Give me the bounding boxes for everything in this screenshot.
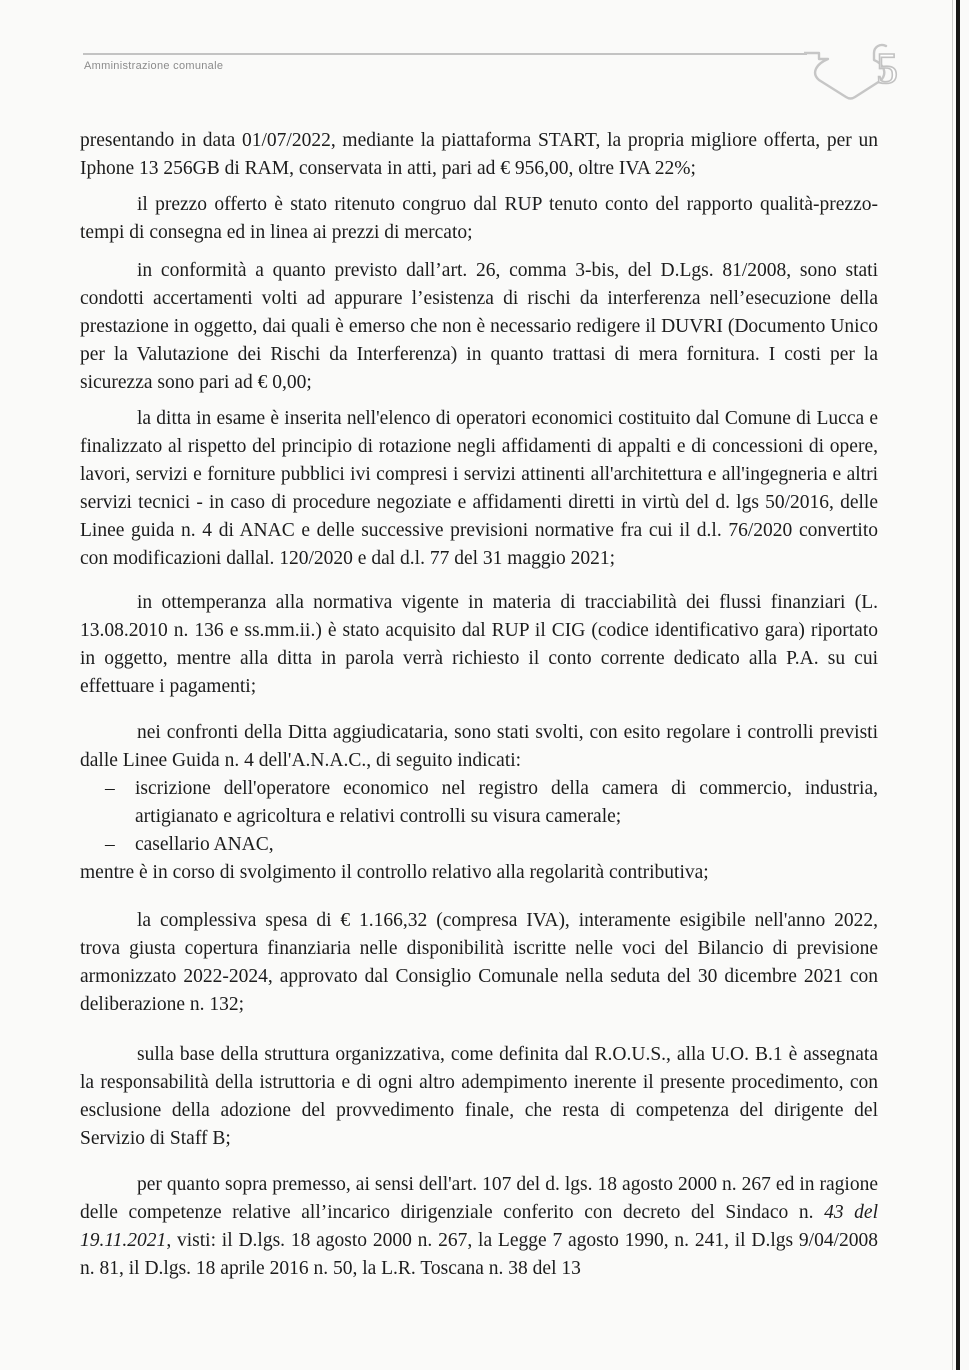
paragraph-organization: sulla base della struttura organizzativa, come definita dal R.O.U.S., alla U.O. B.1 è assegnata la responsabilità della istruttoria e di ogni altro adempimento inerente il presente procedimento, con esclusione della adozione del provvedimento finale, che resta di competenza del dirigente del Servizio di Staff B; <box>80 1044 878 1149</box>
page-number: 5 <box>876 44 898 93</box>
document-body <box>80 127 878 1283</box>
page-curl-icon <box>804 40 954 106</box>
paragraph-controls-intro: nei confronti della Ditta aggiudicataria, sono stati svolti, con esito regolare i controlli previsti dalle Linee Guida n. 4 dell'A.N.A.C., di seguito indicati: <box>80 722 878 771</box>
list-item-label: iscrizione dell'operatore economico nel registro della camera di commercio, industria, artigianato e agricoltura e relativi controlli su visura camerale; <box>135 778 878 827</box>
legal-basis-after: , visti: il D.lgs. 18 agosto 2000 n. 267, la Legge 7 agosto 1990, n. 241, il D.lgs 9/04/2008 n. 81, il D.lgs. 18 aprile 2016 n. 50, la L.R. Toscana n. 38 del 13 <box>80 1230 878 1279</box>
legal-basis-before: per quanto sopra premesso, ai sensi dell'art. 107 del d. lgs. 18 agosto 2000 n. 267 ed in ragione delle competenze relative all’incarico dirigenziale conferito con decreto del Sindaco n. <box>80 1174 878 1223</box>
paragraph-price-congruity: il prezzo offerto è stato ritenuto congruo dal RUP tenuto conto del rapporto qualità-prezzo-tempi di consegna ed in linea ai prezzi di mercato; <box>80 194 878 243</box>
paragraph-operators-list: la ditta in esame è inserita nell'elenco di operatori economici costituito dal Comune di Lucca e finalizzato al rispetto del principio di rotazione negli affidamenti di appalti e di concessioni di opere, lavori, servizi e forniture pubblici ivi compresi i servizi attinenti all'architettura e all'ingegneria e altri servizi tecnici - in caso di procedure negoziate e affidamenti diretti in virtù del d. lgs 50/2016, delle Linee guida n. 4 di ANAC e delle successive previsioni normative fra cui il d.l. 76/2020 convertito con modificazioni dallal. 120/2020 e dal d.l. 77 del 31 maggio 2021; <box>80 408 878 569</box>
paragraph-budget: la complessiva spesa di € 1.166,32 (compresa IVA), interamente esigibile nell'anno 2022, trova giusta copertura finanziaria nelle disponibilità iscritte nelle voci del Bilancio di previsione armonizzato 2022-2024, approvato dal Consiglio Comunale nella seduta del 30 dicembre 2021 con deliberazione n. 132; <box>80 910 878 1015</box>
paragraph-offer: presentando in data 01/07/2022, mediante la piattaforma START, la propria migliore offerta, per un Iphone 13 256GB di RAM, conservata in atti, pari ad € 956,00, oltre IVA 22%; <box>80 130 878 179</box>
header-label: Amministrazione comunale <box>84 60 224 72</box>
paragraph-legal-basis <box>80 1171 878 1283</box>
list-item-anac-register <box>80 831 878 859</box>
paragraph-traceability: in ottemperanza alla normativa vigente in materia di tracciabilità dei flussi finanziari (L. 13.08.2010 n. 136 e ss.mm.ii.) è stato acquisito dal RUP il CIG (codice identificativo gara) riportato in oggetto, mentre alla ditta in parola verrà richiesto il conto corrente dedicato alla P.A. su cui effettuare i pagamenti; <box>80 592 878 697</box>
paragraph-duvri: in conformità a quanto previsto dall’art. 26, comma 3-bis, del D.Lgs. 81/2008, sono stati condotti accertamenti volti ad appurare l’esistenza di rischi da interferenza nell’esecuzione della prestazione in oggetto, dai quali è emerso che non è necessario redigere il DUVRI (Documento Unico per la Valutazione dei Rischi da Interferenza) in quanto trattasi di mera fornitura. I costi per la sicurezza sono pari ad € 0,00; <box>80 260 878 393</box>
dash-bullet-icon: – <box>105 778 115 799</box>
paragraph-controls-outro: mentre è in corso di svolgimento il controllo relativo alla regolarità contributiva; <box>80 862 709 883</box>
dash-bullet-icon: – <box>105 834 115 855</box>
scan-edge-line-dark <box>956 0 960 1370</box>
header-rule <box>83 53 807 55</box>
list-item-label: casellario ANAC, <box>135 834 274 855</box>
list-item-chamber-of-commerce <box>80 775 878 831</box>
decree-reference-italic: 43 del 19.11.2021 <box>80 1202 879 1251</box>
scan-edge-line-light <box>952 0 953 1370</box>
